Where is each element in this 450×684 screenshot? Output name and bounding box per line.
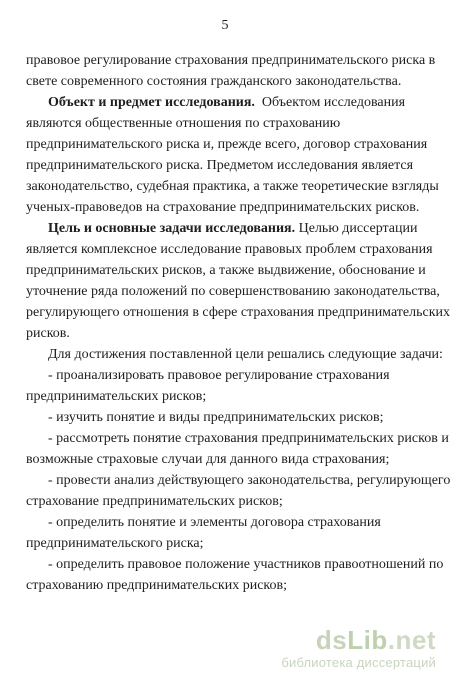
heading-goal-tasks: Цель и основные задачи исследования. (48, 221, 296, 236)
text-line: ученых-правоведов на страхование предпринимательских рисков. (26, 200, 420, 215)
text-line: предпринимательского риска; (26, 536, 204, 551)
paragraph-object-subject (26, 92, 420, 113)
watermark-logo-ds: ds (315, 625, 348, 655)
text-line: правовое регулирование страхования предпринимательского риска в (26, 53, 436, 68)
paragraph-goal-tasks (26, 218, 420, 239)
text-line: является комплексное исследование правовых проблем страхования (26, 242, 433, 257)
text-line: предпринимательского риска. Предметом исследования является (26, 158, 414, 173)
list-item: - провести анализ действующего законодательства, регулирующего (48, 473, 450, 488)
heading-object-subject: Объект и предмет исследования. (48, 95, 255, 110)
text-line: страхованию предпринимательских рисков; (26, 578, 288, 593)
list-item: - изучить понятие и виды предпринимательских рисков; (48, 410, 384, 425)
text-line: страхование предпринимательских рисков; (26, 494, 283, 509)
text-line: свете современного состояния гражданского законодательства. (26, 74, 402, 89)
text-line: являются общественные отношения по страхованию (26, 116, 341, 131)
text-line: Целью диссертации (298, 221, 418, 236)
page-number: 5 (221, 18, 229, 33)
watermark (281, 627, 436, 670)
text-line: предпринимательских рисков; (26, 389, 207, 404)
list-item: - определить правовое положение участников правоотношений по (48, 557, 444, 572)
text-line: регулирующего отношения в сфере страхования предпринимательских (26, 305, 450, 320)
watermark-logo (281, 627, 436, 653)
text-line: возможные страховые случаи для данного вида страхования; (26, 452, 390, 467)
text-line: Для достижения поставленной цели решались следующие задачи: (48, 347, 443, 362)
list-item: - рассмотреть понятие страхования предпринимательских рисков и (48, 431, 449, 446)
watermark-logo-net: .net (387, 625, 436, 655)
text-line: уточнение ряда положений по совершенствованию законодательства, (26, 284, 440, 299)
text-line: Объектом исследования (261, 95, 406, 110)
text-line: предпринимательских рисков, а также выдвижение, обоснование и (26, 263, 426, 278)
watermark-logo-lib: Lib (347, 625, 388, 655)
text-line: рисков. (26, 326, 70, 341)
text-line: предпринимательского риска и, прежде всего, договор страхования (26, 137, 428, 152)
list-item: - определить понятие и элементы договора страхования (48, 515, 381, 530)
list-item: - проанализировать правовое регулирование страхования (48, 368, 390, 383)
watermark-subtitle: библиотека диссертаций (281, 655, 436, 670)
text-line: законодательство, судебная практика, а также теоретические взгляды (26, 179, 439, 194)
document-body (26, 50, 450, 596)
